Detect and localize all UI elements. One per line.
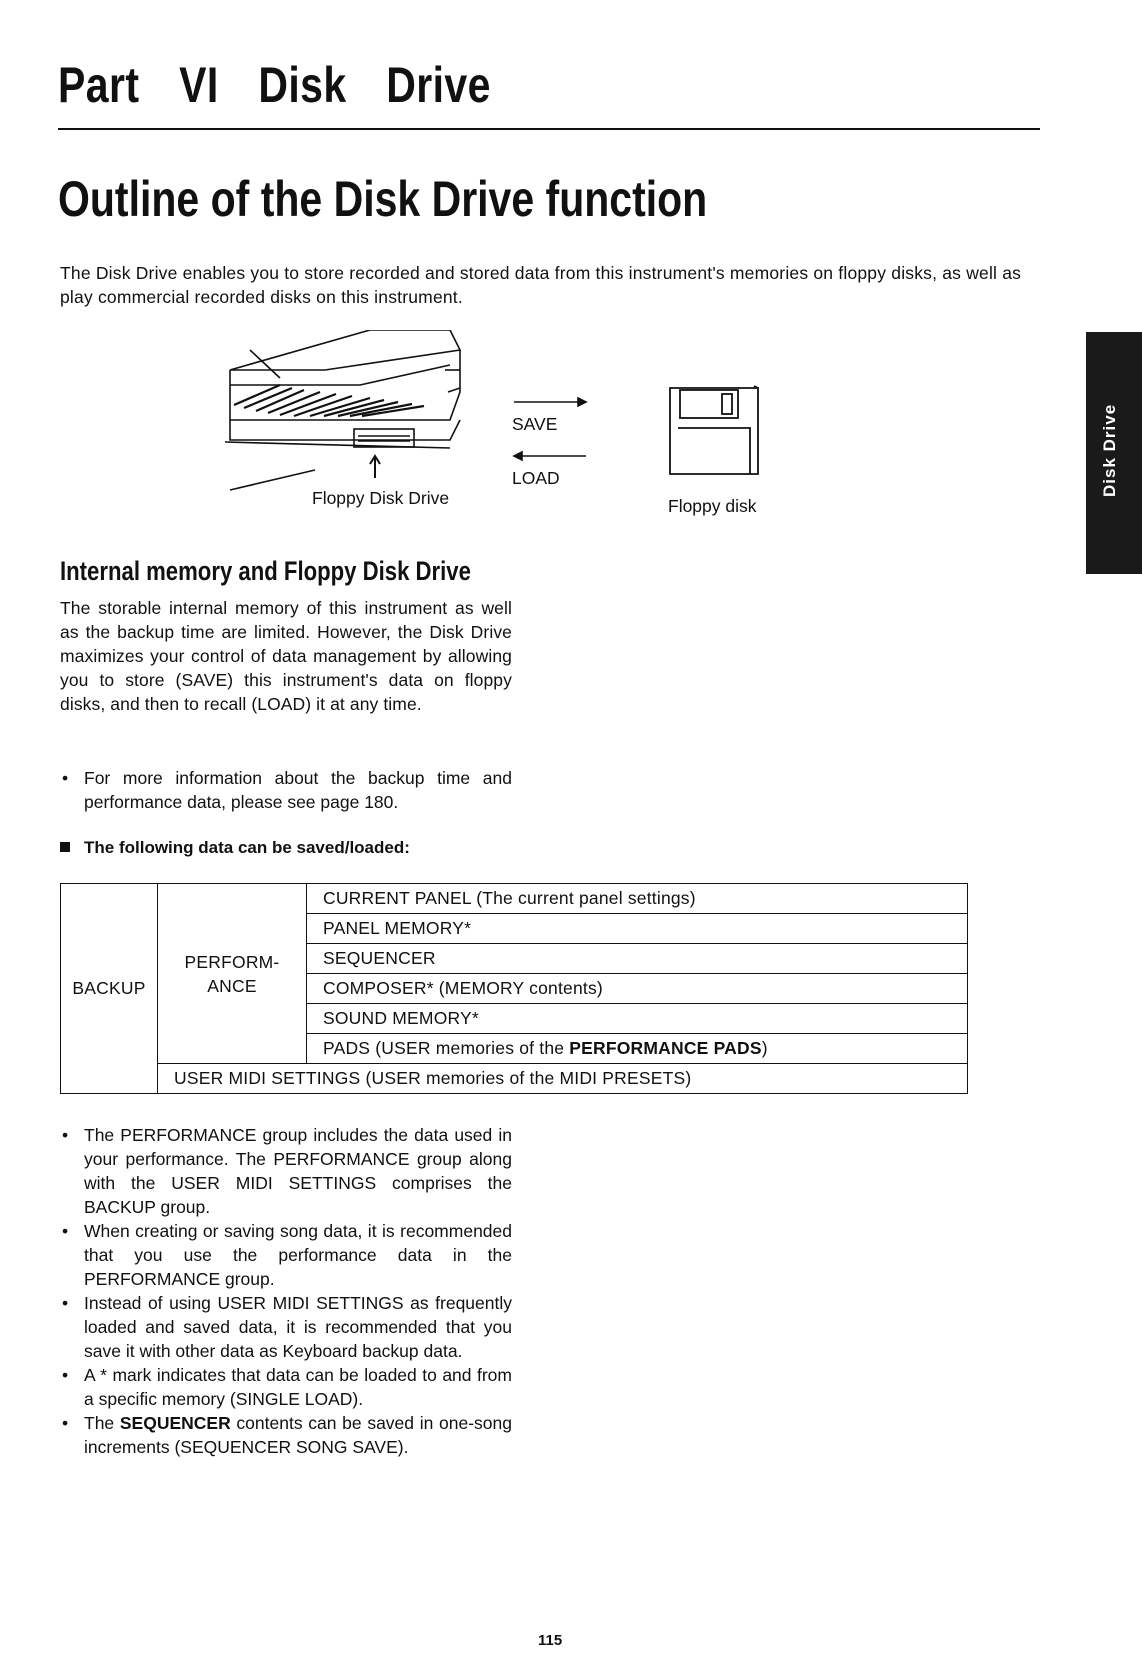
table-row — [61, 884, 968, 914]
internal-memory-heading: Internal memory and Floppy Disk Drive — [60, 556, 471, 586]
performance-label-line1: PERFORM- — [184, 951, 280, 972]
side-tab — [1086, 332, 1142, 574]
part-title: Part VI Disk Drive — [58, 57, 491, 113]
table-cell: COMPOSER* (MEMORY contents) — [307, 974, 968, 1004]
intro-paragraph: The Disk Drive enables you to store recorded and stored data from this instrument's memories on floppy disks, as well as play commercial recorded disks on this instrument. — [60, 263, 1022, 307]
list-item: • The PERFORMANCE group includes the data used in your performance. The PERFORMANCE group along with the USER MIDI SETTINGS comprises the BACKUP group. — [60, 1123, 512, 1219]
disk-drive-illustration — [220, 330, 800, 530]
page-number: 115 — [538, 1632, 563, 1649]
saveable-data-table — [60, 883, 968, 1094]
sequencer-note-pre: The — [84, 1413, 115, 1433]
list-item: • A * mark indicates that data can be loaded to and from a specific memory (SINGLE LOAD). — [60, 1363, 512, 1411]
sequencer-note-bold: SEQUENCER — [119, 1413, 231, 1433]
table-cell — [307, 1034, 968, 1064]
keyboard-icon — [225, 330, 460, 490]
disk-label: Floppy disk — [668, 496, 757, 516]
save-arrow-icon — [514, 398, 586, 406]
load-label: LOAD — [512, 468, 560, 488]
square-bullet-icon — [60, 842, 70, 852]
backup-cell: BACKUP — [61, 884, 158, 1094]
list-item — [60, 1411, 512, 1459]
table-cell: CURRENT PANEL (The current panel settings) — [307, 884, 968, 914]
side-tab-label: Disk Drive — [1100, 403, 1119, 497]
table-cell: SEQUENCER — [307, 944, 968, 974]
floppy-disk-icon — [670, 386, 758, 474]
list-item: • When creating or saving song data, it is recommended that you use the performance data in the PERFORMANCE group. — [60, 1219, 512, 1291]
table-cell: USER MIDI SETTINGS (USER memories of the MIDI PRESETS) — [158, 1064, 968, 1094]
notes-list — [60, 1123, 512, 1459]
backup-note-list — [60, 766, 512, 814]
sequencer-note-post: contents can be saved in one-song increments (SEQUENCER SONG SAVE). — [84, 1413, 512, 1457]
drive-label: Floppy Disk Drive — [312, 488, 450, 508]
list-item: • Instead of using USER MIDI SETTINGS as frequently loaded and saved data, it is recommended that you save it with other data as Keyboard backup data. — [60, 1291, 512, 1363]
list-heading-text: The following data can be saved/loaded: — [84, 838, 410, 857]
table-row — [61, 1064, 968, 1094]
save-label: SAVE — [512, 414, 558, 434]
load-arrow-icon — [514, 452, 586, 460]
performance-cell — [158, 884, 307, 1064]
pads-bold-text: PERFORMANCE PADS — [569, 1038, 762, 1058]
pads-text: PADS (USER memories of the — [323, 1038, 565, 1058]
list-item: • For more information about the backup time and performance data, please see page 180. — [60, 766, 512, 814]
section-title: Outline of the Disk Drive function — [58, 171, 708, 227]
table-cell: PANEL MEMORY* — [307, 914, 968, 944]
performance-label-line2: ANCE — [207, 975, 257, 996]
pads-end-text: ) — [761, 1038, 768, 1058]
table-cell: SOUND MEMORY* — [307, 1004, 968, 1034]
list-heading — [60, 838, 410, 858]
title-rule — [58, 128, 1040, 130]
internal-memory-paragraph: The storable internal memory of this instrument as well as the backup time are limited. However, the Disk Drive maximizes your control of data management by allowing you to store (SAVE) this instrument's data on floppy disks, and then to recall (LOAD) it at any time. — [60, 598, 512, 714]
